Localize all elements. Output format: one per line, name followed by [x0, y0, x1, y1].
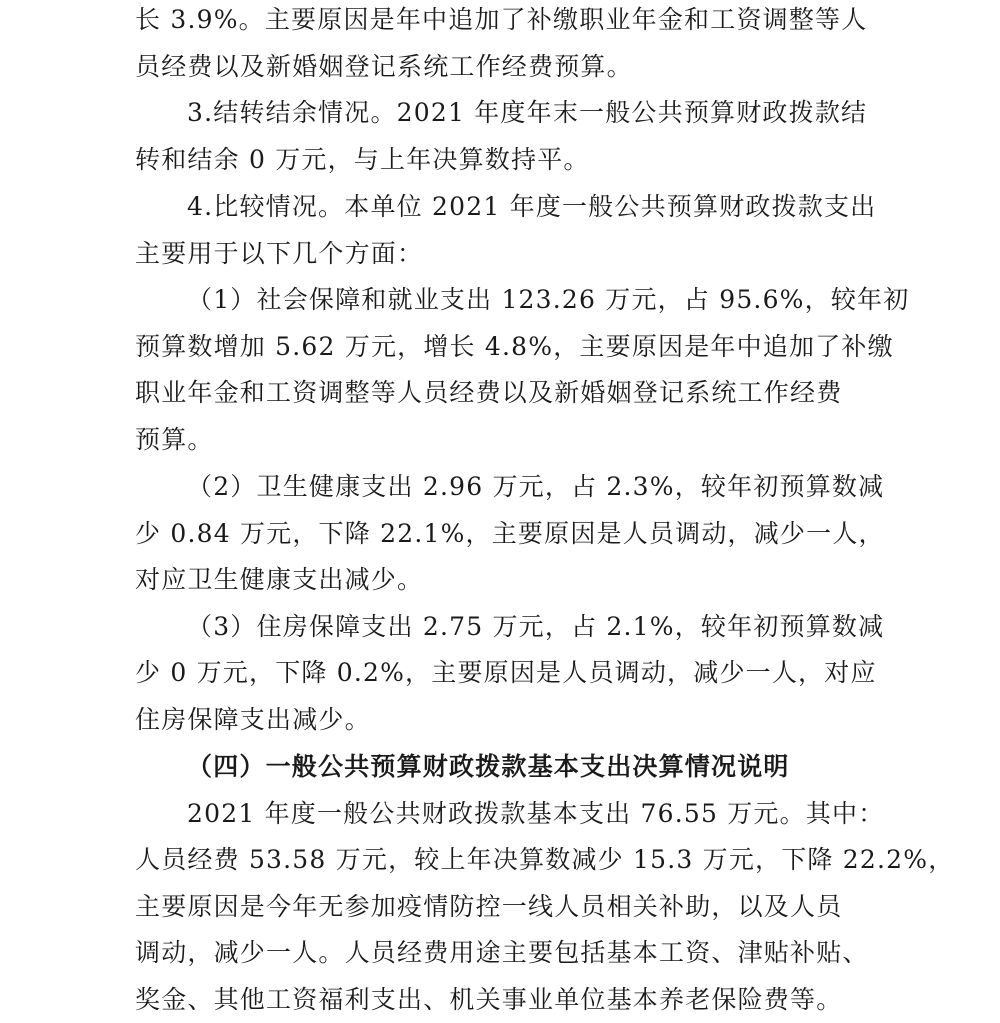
list-item-start: （3）住房保障支出 2.75 万元，占 2.1%，较年初预算数减	[187, 612, 885, 641]
text-line: 主要原因是今年无参加疫情防控一线人员相关补助，以及人员	[135, 892, 843, 921]
text-line: 主要用于以下几个方面：	[135, 239, 424, 268]
paragraph-start: 3.结转结余情况。2021 年度年末一般公共预算财政拨款结	[187, 98, 868, 127]
text-line: 奖金、其他工资福利支出、机关事业单位基本养老保险费等。	[135, 985, 843, 1014]
text-line: 人员经费 53.58 万元，较上年决算数减少 15.3 万元，下降 22.2%，	[135, 845, 955, 874]
list-item-start: （1）社会保障和就业支出 123.26 万元，占 95.6%，较年初	[187, 285, 910, 314]
text-line: 调动，减少一人。人员经费用途主要包括基本工资、津贴补贴、	[135, 938, 869, 967]
text-line: 长 3.9%。主要原因是年中追加了补缴职业年金和工资调整等人	[135, 5, 868, 34]
text-line: 住房保障支出减少。	[135, 705, 371, 734]
text-line: 员经费以及新婚姻登记系统工作经费预算。	[135, 52, 633, 81]
text-line: 预算数增加 5.62 万元，增长 4.8%，主要原因是年中追加了补缴	[135, 332, 894, 361]
paragraph-start: 2021 年度一般公共财政拨款基本支出 76.55 万元。其中：	[187, 799, 885, 828]
text-line: 少 0.84 万元，下降 22.1%，主要原因是人员调动，减少一人，	[135, 519, 885, 548]
text-line: 对应卫生健康支出减少。	[135, 565, 424, 594]
text-line: 转和结余 0 万元，与上年决算数持平。	[135, 145, 590, 174]
paragraph-start: 4.比较情况。本单位 2021 年度一般公共预算财政拨款支出	[187, 192, 877, 221]
list-item-start: （2）卫生健康支出 2.96 万元，占 2.3%，较年初预算数减	[187, 472, 885, 501]
text-line: 少 0 万元，下降 0.2%，主要原因是人员调动，减少一人，对应	[135, 658, 877, 687]
text-line: 预算。	[135, 425, 214, 454]
text-line: 职业年金和工资调整等人员经费以及新婚姻登记系统工作经费	[135, 378, 843, 407]
section-heading: （四）一般公共预算财政拨款基本支出决算情况说明	[187, 752, 790, 781]
